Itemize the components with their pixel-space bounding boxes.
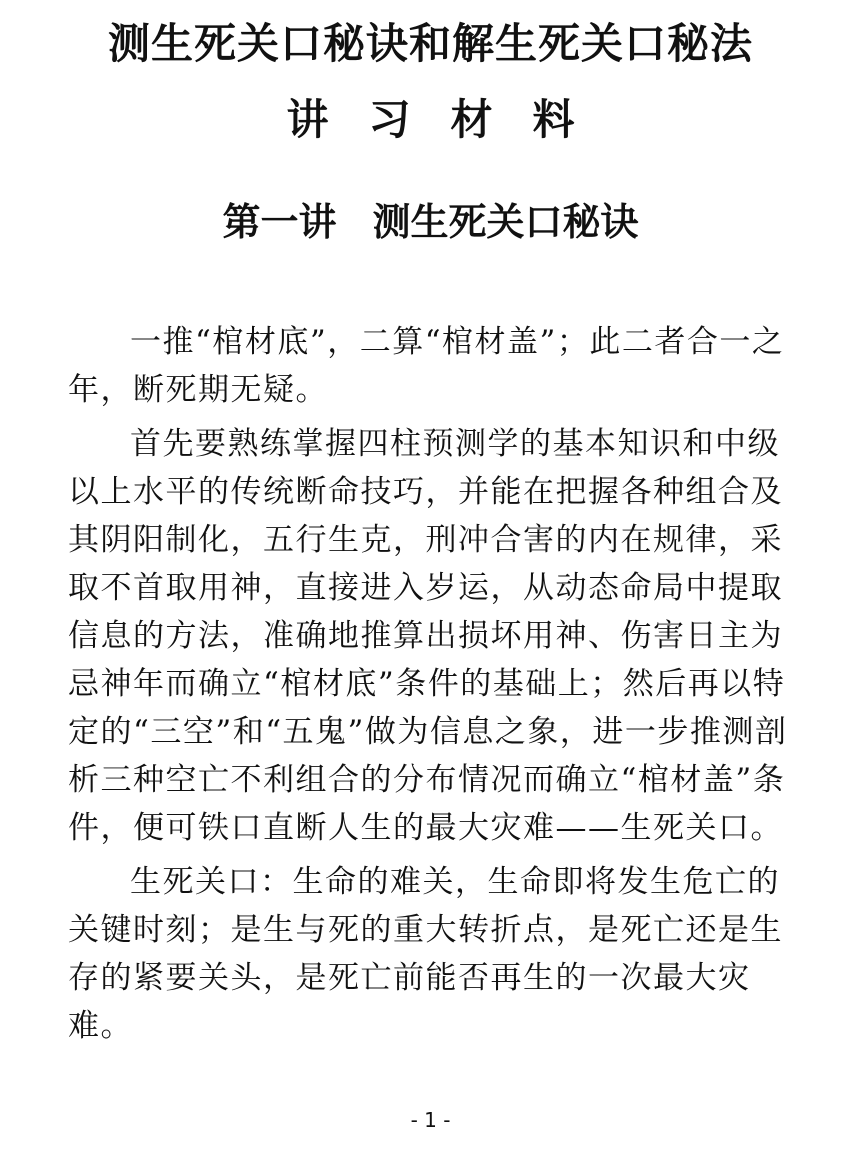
paragraph-2: 首先要熟练掌握四柱预测学的基本知识和中级以上水平的传统断命技巧，并能在把握各种组合及其阴阳制化，五行生克，刑冲合害的内在规律，采取不首取用神，直接进入岁运，从动态命局中提取信息的方法，准确地推算出损坏用神、伤害日主为忌神年而确立“棺材底”条件的基础上；然后再以特定的“三空”和“五鬼”做为信息之象，进一步推测剖析三种空亡不利组合的分布情况而确立“棺材盖”条件，便可铁口直断人生的最大灾难——生死关口。	[68, 426, 788, 846]
paragraph-3: 生死关口：生命的难关，生命即将发生危亡的关键时刻；是生与死的重大转折点，是死亡还是生存的紧要关头，是死亡前能否再生的一次最大灾难。	[68, 864, 783, 1044]
lecture-number: 第一讲	[222, 200, 337, 244]
lecture-heading	[0, 198, 861, 246]
paragraph-1: 一推“棺材底”，二算“棺材盖”；此二者合一之年，断死期无疑。	[68, 324, 785, 408]
document-subtitle: 讲习材料	[286, 95, 615, 144]
body-text	[68, 318, 788, 1056]
page-number: - 1 -	[410, 1108, 451, 1132]
lecture-title: 测生死关口秘诀	[372, 200, 639, 244]
document-title: 测生死关口秘诀和解生死关口秘法	[107, 19, 753, 68]
